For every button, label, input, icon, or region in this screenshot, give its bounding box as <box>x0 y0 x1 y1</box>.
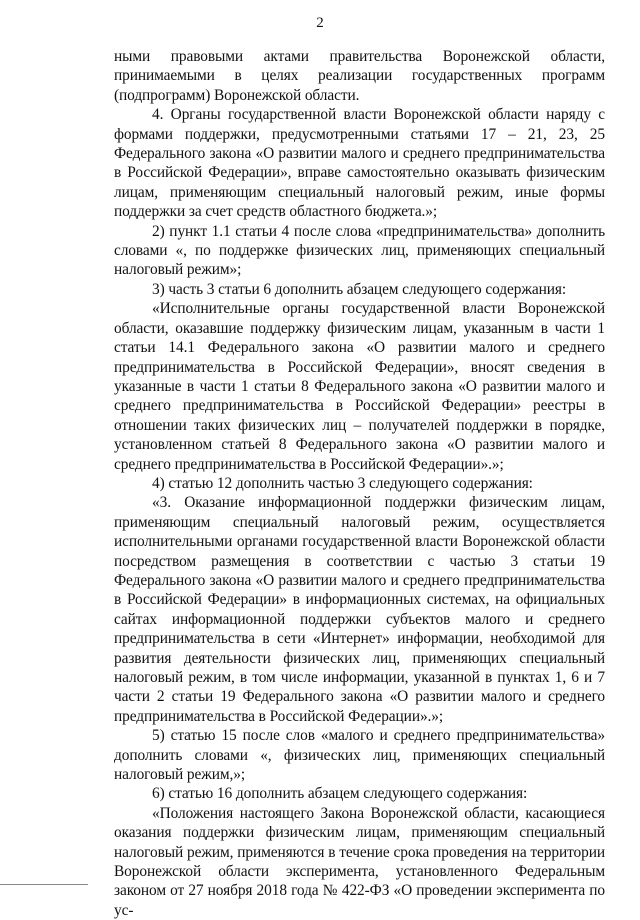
paragraph: 5) статью 15 после слов «малого и среднего предпринимательства» дополнить словами «, физических лиц, применяющих специальный налоговый режим,»; <box>114 727 605 784</box>
paragraph: «Исполнительные органы государственной власти Воронежской области, оказавшие поддержку физическим лицам, указанным в части 1 статьи 14.1 Федерального закона «О развитии малого и среднего предпринимательства в Российской Федерации», вносят сведения в указанные в части 1 статьи 8 Федерального закона «О развитии малого и среднего предпринимательства в Российской Федерации» реестры в отношении таких физических лиц – получателей поддержки в порядке, установленном статьей 8 Федерального закона «О развитии малого и среднего предпринимательства в Российской Федерации».»; <box>114 300 605 473</box>
paragraph: 3) часть 3 статьи 6 дополнить абзацем следующего содержания: <box>152 280 567 298</box>
paragraph: «3. Оказание информационной поддержки физическим лицам, применяющим специальный налоговый режим, осуществляется исполнительными органами государственной власти Воронежской области посредством размещения в соответствии с частью 3 статьи 19 Федерального закона «О развитии малого и среднего предпринимательства в Российской Федерации» в информационных системах, на официальных сайтах информационной поддержки субъектов малого и среднего предпринимательства в сети «Интернет» информации, необходимой для развития деятельности физических лиц, применяющих специальный налоговый режим, в том числе информации, указанной в пунктах 1, 6 и 7 части 2 статьи 19 Федерального закона «О развитии малого и среднего предпринимательства в Российской Федерации».»; <box>114 494 605 725</box>
paragraph: «Положения настоящего Закона Воронежской области, касающиеся оказания поддержки физическим лицам, применяющим специальный налоговый режим, применяются в течение срока проведения на территории Воронежской области эксперимента, установленного Федеральным законом от 27 ноября 2018 года № 422-ФЗ «О проведении эксперимента по ус- <box>114 804 605 919</box>
paragraph: 2) пункт 1.1 статьи 4 после слова «предпринимательства» дополнить словами «, по поддержке физических лиц, применяющих специальный налоговый режим»; <box>114 222 605 279</box>
page-number: 2 <box>316 15 324 31</box>
paragraph: 6) статью 16 дополнить абзацем следующего содержания: <box>152 785 528 803</box>
paragraph: 4. Органы государственной власти Воронежской области наряду с формами поддержки, предусмотренными статьями 17 – 21, 23, 25 Федерального закона «О развитии малого и среднего предпринимательства в Российской Федерации», вправе самостоятельно оказывать физическим лицам, применяющим специальный налоговый режим, иные формы поддержки за счет средств областного бюджета.»; <box>114 106 605 221</box>
document-body <box>114 47 605 920</box>
footer-rule <box>0 884 88 885</box>
paragraph: 4) статью 12 дополнить частью 3 следующего содержания: <box>152 474 533 492</box>
paragraph: ными правовыми актами правительства Воронежской области, принимаемыми в целях реализации государственных программ (подпрограмм) Воронежской области. <box>114 48 605 104</box>
